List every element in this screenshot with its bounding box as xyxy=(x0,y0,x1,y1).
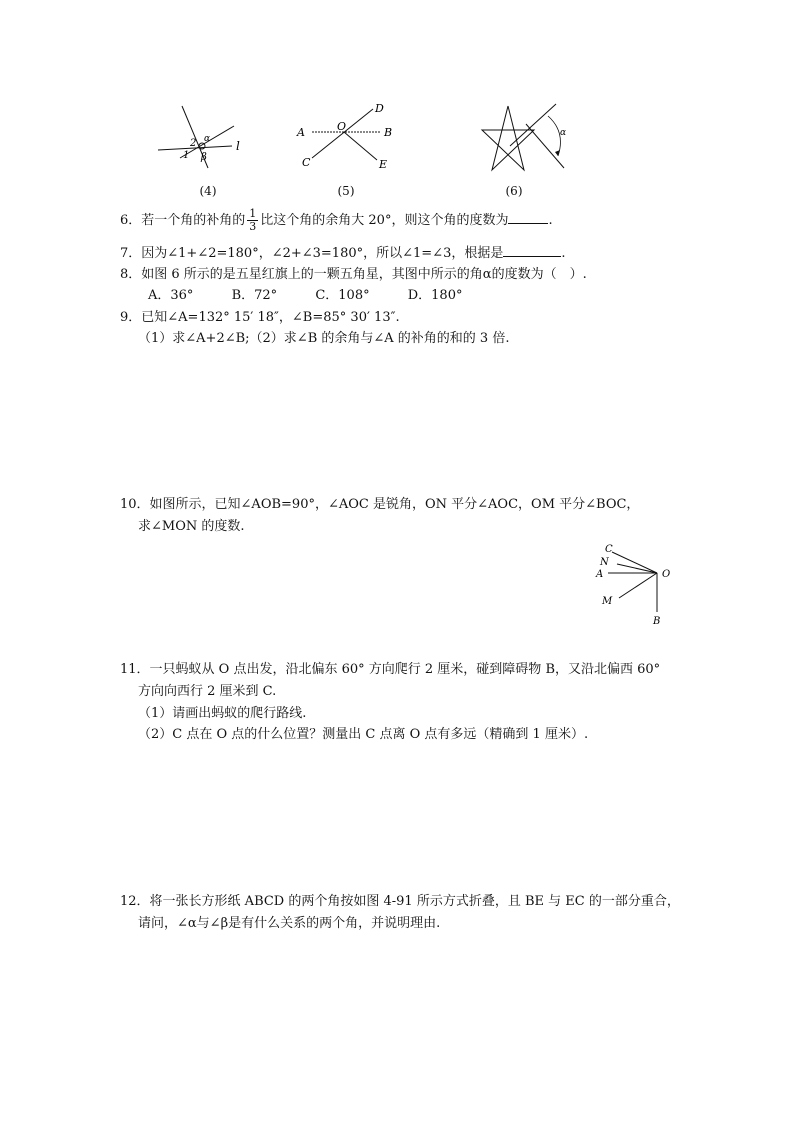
question-11-part-1: （1）请画出蚂蚁的爬行路线. xyxy=(138,706,307,721)
question-11-part-2: （2）C 点在 O 点的什么位置？测量出 C 点离 O 点有多远（精确到 1 厘米）. xyxy=(138,727,589,742)
fig10-label-c: C xyxy=(605,544,613,555)
question-12: 12．将一张长方形纸 ABCD 的两个角按如图 4-91 所示方式折叠，且 BE 与 EC 的一部分重合， xyxy=(120,894,680,909)
fig5-label-d: D xyxy=(375,102,384,115)
question-6: 6．若一个角的补角的 $\frac{1}{3}$ 比这个角的余角大 20°，则这个角的度数为 . xyxy=(120,207,553,233)
option-d[interactable]: D．180° xyxy=(407,288,463,303)
answer-blank-q6[interactable] xyxy=(508,211,548,224)
fig4-label-2: 2 xyxy=(190,138,197,149)
fig5-label-c: C xyxy=(302,156,311,169)
fig4-label-l: l xyxy=(236,139,240,153)
fig10-label-a: A xyxy=(596,569,604,580)
fig10-label-m: M xyxy=(602,596,613,607)
question-8-options xyxy=(148,287,496,305)
answer-blank-q7[interactable] xyxy=(503,244,561,257)
question-7: 7．因为∠1+∠2=180°，∠2+∠3=180°，所以∠1=∠3，根据是 . xyxy=(120,246,566,261)
figure-10 xyxy=(594,540,684,630)
fig10-label-b: B xyxy=(653,616,661,627)
fig6-caption: (6) xyxy=(505,184,523,198)
fraction-one-third: $\frac{1}{3}$ xyxy=(249,207,257,233)
option-a[interactable]: A．36° xyxy=(148,288,194,303)
option-b[interactable]: B．72° xyxy=(231,288,278,303)
fig4-label-alpha: α xyxy=(204,134,211,144)
figure-5 xyxy=(295,100,405,175)
fig5-label-b: B xyxy=(384,126,393,139)
fig5-label-o: O xyxy=(337,120,347,133)
fig6-label-alpha: α xyxy=(560,128,567,138)
question-11: 11．一只蚂蚁从 O 点出发，沿北偏东 60° 方向爬行 2 厘米，碰到障碍物 B，又沿北偏西 60° xyxy=(120,662,661,677)
fig5-caption: (5) xyxy=(337,184,355,198)
option-c[interactable]: C．108° xyxy=(315,288,370,303)
question-12-ask: 请问，∠α与∠β是有什么关系的两个角，并说明理由. xyxy=(138,916,441,931)
fig4-caption: (4) xyxy=(199,184,217,198)
question-9-parts: （1）求∠A+2∠B;（2）求∠B 的余角与∠A 的补角的和的 3 倍. xyxy=(138,331,510,346)
figure-4 xyxy=(150,100,260,170)
fig5-label-e: E xyxy=(379,158,388,171)
question-9: 9．已知∠A=132° 15′ 18″，∠B=85° 30′ 13″. xyxy=(120,310,400,325)
fig4-label-beta: β xyxy=(201,152,207,163)
question-11-cont: 方向向西行 2 厘米到 C. xyxy=(138,684,277,699)
question-8: 8．如图 6 所示的是五星红旗上的一颗五角星，其图中所示的角α的度数为（ ）. xyxy=(120,267,587,282)
fig4-label-1: 1 xyxy=(183,150,190,161)
question-10: 10．如图所示，已知∠AOB=90°，∠AOC 是锐角，ON 平分∠AOC，OM 平分∠BOC， xyxy=(120,497,640,512)
question-10-ask: 求∠MON 的度数. xyxy=(138,519,245,534)
figure-6 xyxy=(474,98,584,178)
fig5-label-a: A xyxy=(297,126,305,139)
fig10-label-o: O xyxy=(662,569,671,580)
fig10-label-n: N xyxy=(600,557,609,568)
